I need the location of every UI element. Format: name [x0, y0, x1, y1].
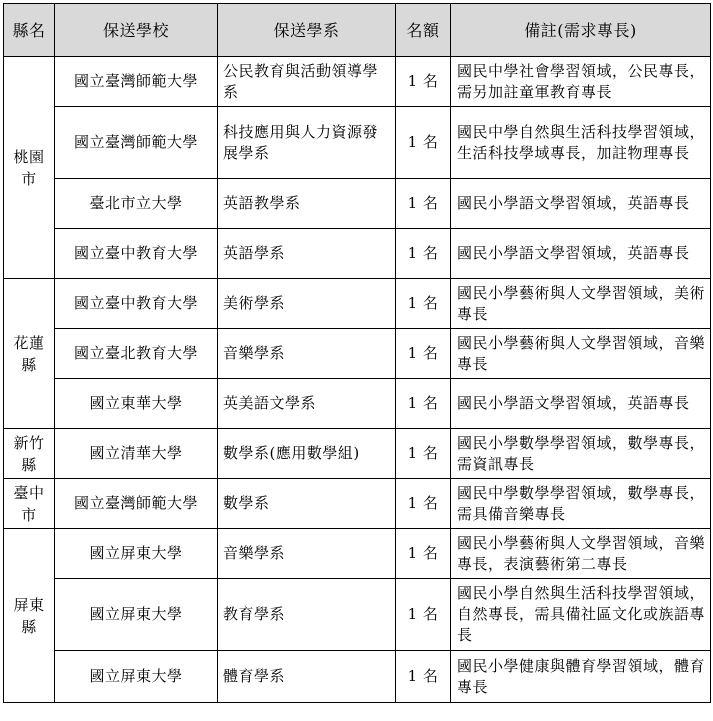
school-cell: 國立屏東大學	[55, 529, 218, 579]
quota-cell: 1 名	[396, 229, 451, 279]
school-cell: 國立臺灣師範大學	[55, 479, 218, 529]
table-row	[4, 479, 711, 529]
quota-cell: 1 名	[396, 529, 451, 579]
county-cell	[4, 429, 55, 479]
note-cell: 國民小學語文學習領域，英語專長	[451, 179, 711, 229]
county-cell	[4, 479, 55, 529]
quota-cell: 1 名	[396, 429, 451, 479]
note-cell: 國民小學語文學習領域，英語專長	[451, 229, 711, 279]
dept-cell: 音樂學系	[218, 329, 396, 379]
dept-cell: 體育學系	[218, 651, 396, 703]
county-label: 桃園市	[13, 147, 45, 188]
dept-cell: 英語學系	[218, 229, 396, 279]
table-row	[4, 329, 711, 379]
county-cell	[4, 279, 55, 429]
table-row	[4, 429, 711, 479]
table-row	[4, 179, 711, 229]
dept-cell: 數學系(應用數學組)	[218, 429, 396, 479]
header-dept: 保送學系	[218, 4, 396, 57]
quota-cell: 1 名	[396, 279, 451, 329]
table-row	[4, 379, 711, 429]
header-note: 備註(需求專長)	[451, 4, 711, 57]
county-label: 臺中市	[13, 483, 45, 524]
quota-cell: 1 名	[396, 57, 451, 107]
county-label: 屏東縣	[13, 595, 45, 636]
county-label: 花蓮縣	[13, 333, 45, 374]
school-cell: 國立清華大學	[55, 429, 218, 479]
note-cell: 國民小學自然與生活科技學習領域，自然專長，需具備社區文化或族語專長	[451, 579, 711, 651]
quota-cell: 1 名	[396, 651, 451, 703]
header-quota: 名額	[396, 4, 451, 57]
county-label: 新竹縣	[13, 433, 45, 474]
dept-cell: 英語教學系	[218, 179, 396, 229]
dept-cell: 美術學系	[218, 279, 396, 329]
quota-cell: 1 名	[396, 179, 451, 229]
recommendation-table	[3, 3, 711, 703]
table-row	[4, 579, 711, 651]
school-cell: 國立臺中教育大學	[55, 229, 218, 279]
note-cell: 國民小學語文學習領域，英語專長	[451, 379, 711, 429]
header-school: 保送學校	[55, 4, 218, 57]
county-cell	[4, 529, 55, 703]
dept-cell: 科技應用與人力資源發展學系	[218, 107, 396, 179]
note-cell: 國民中學數學學習領域，數學專長，需具備音樂專長	[451, 479, 711, 529]
school-cell: 國立臺北教育大學	[55, 329, 218, 379]
quota-cell: 1 名	[396, 107, 451, 179]
school-cell: 國立臺中教育大學	[55, 279, 218, 329]
quota-cell: 1 名	[396, 379, 451, 429]
school-cell: 國立東華大學	[55, 379, 218, 429]
dept-cell: 音樂學系	[218, 529, 396, 579]
table-row	[4, 651, 711, 703]
note-cell: 國民小學健康與體育學習領域，體育專長	[451, 651, 711, 703]
table-row	[4, 279, 711, 329]
note-cell: 國民中學社會學習領域，公民專長，需另加註童軍教育專長	[451, 57, 711, 107]
dept-cell: 英美語文學系	[218, 379, 396, 429]
table-row	[4, 107, 711, 179]
quota-cell: 1 名	[396, 579, 451, 651]
dept-cell: 教育學系	[218, 579, 396, 651]
note-cell: 國民中學自然與生活科技學習領域，生活科技學域專長，加註物理專長	[451, 107, 711, 179]
school-cell: 國立屏東大學	[55, 651, 218, 703]
county-cell	[4, 57, 55, 279]
note-cell: 國民小學數學學習領域，數學專長，需資訊專長	[451, 429, 711, 479]
school-cell: 國立臺灣師範大學	[55, 57, 218, 107]
note-cell: 國民小學藝術與人文學習領域，音樂專長，表演藝術第二專長	[451, 529, 711, 579]
school-cell: 臺北市立大學	[55, 179, 218, 229]
table-header-row	[4, 4, 711, 57]
note-cell: 國民小學藝術與人文學習領域，美術專長	[451, 279, 711, 329]
quota-table-sheet	[3, 3, 710, 713]
table-row	[4, 529, 711, 579]
dept-cell: 數學系	[218, 479, 396, 529]
school-cell: 國立臺灣師範大學	[55, 107, 218, 179]
header-county: 縣名	[4, 4, 55, 57]
table-row	[4, 229, 711, 279]
dept-cell: 公民教育與活動領導學系	[218, 57, 396, 107]
table-row	[4, 57, 711, 107]
quota-cell: 1 名	[396, 329, 451, 379]
note-cell: 國民小學藝術與人文學習領域，音樂專長	[451, 329, 711, 379]
school-cell: 國立屏東大學	[55, 579, 218, 651]
quota-cell: 1 名	[396, 479, 451, 529]
